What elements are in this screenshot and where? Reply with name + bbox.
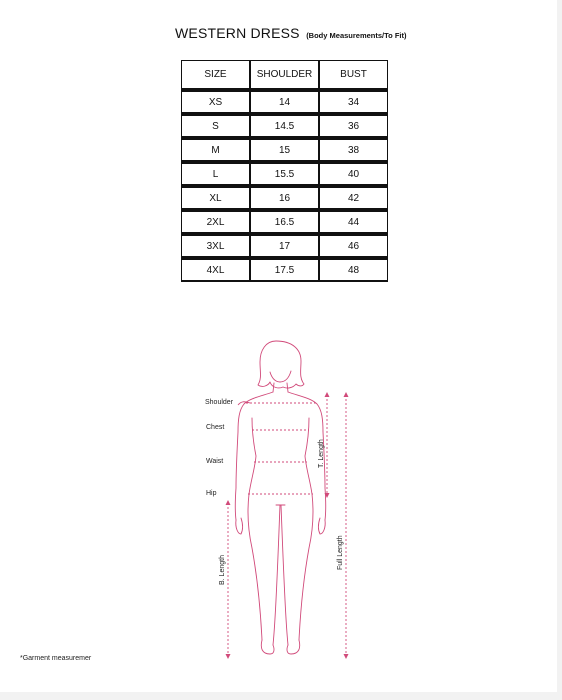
title-subtitle: (Body Measurements/To Fit): [306, 31, 407, 40]
cell-size: 2XL: [181, 209, 250, 233]
inner-legs: [273, 505, 288, 645]
cell-shoulder: 15.5: [250, 161, 319, 185]
label-shoulder: Shoulder: [205, 399, 234, 406]
title-main: WESTERN DRESS: [175, 25, 300, 41]
left-hand: [236, 518, 243, 534]
body-sides: [248, 418, 313, 640]
label-chest: Chest: [206, 424, 225, 431]
cell-shoulder: 15: [250, 137, 319, 161]
measure-arrows: [226, 392, 349, 659]
cell-shoulder: 16: [250, 185, 319, 209]
cell-size: 4XL: [181, 257, 250, 282]
cell-bust: 40: [319, 161, 388, 185]
cell-size: XL: [181, 185, 250, 209]
cell-shoulder: 17: [250, 233, 319, 257]
header-bust: BUST: [319, 60, 388, 89]
label-t-length: T. Length: [318, 439, 325, 468]
b-length-arrow-top: [226, 500, 231, 505]
footer-note: *Garment measuremer: [20, 655, 92, 662]
face-outline: [270, 371, 291, 382]
cell-size: M: [181, 137, 250, 161]
cell-bust: 34: [319, 89, 388, 113]
measure-guides: [228, 395, 346, 656]
b-length-arrow-bottom: [226, 654, 231, 659]
label-waist: Waist: [206, 458, 224, 465]
cell-shoulder: 14: [250, 89, 319, 113]
cell-shoulder: 14.5: [250, 113, 319, 137]
t-length-arrow-top: [325, 392, 330, 397]
cell-bust: 46: [319, 233, 388, 257]
header-size: SIZE: [181, 60, 250, 89]
body-outline: [235, 341, 326, 654]
cell-bust: 48: [319, 257, 388, 282]
cell-size: S: [181, 113, 250, 137]
cell-shoulder: 16.5: [250, 209, 319, 233]
cell-bust: 42: [319, 185, 388, 209]
cell-bust: 38: [319, 137, 388, 161]
head-outline: [258, 341, 304, 388]
cell-size: XS: [181, 89, 250, 113]
cell-bust: 44: [319, 209, 388, 233]
right-hand: [319, 518, 326, 534]
cell-bust: 36: [319, 113, 388, 137]
cell-size: L: [181, 161, 250, 185]
cell-size: 3XL: [181, 233, 250, 257]
full-length-arrow-bottom: [344, 654, 349, 659]
label-full-length: Full Length: [337, 535, 344, 570]
label-b-length: B. Length: [219, 555, 226, 585]
cell-shoulder: 17.5: [250, 257, 319, 282]
label-hip: Hip: [206, 490, 217, 497]
feet: [261, 640, 299, 654]
full-length-arrow-top: [344, 392, 349, 397]
header-shoulder: SHOULDER: [250, 60, 319, 89]
